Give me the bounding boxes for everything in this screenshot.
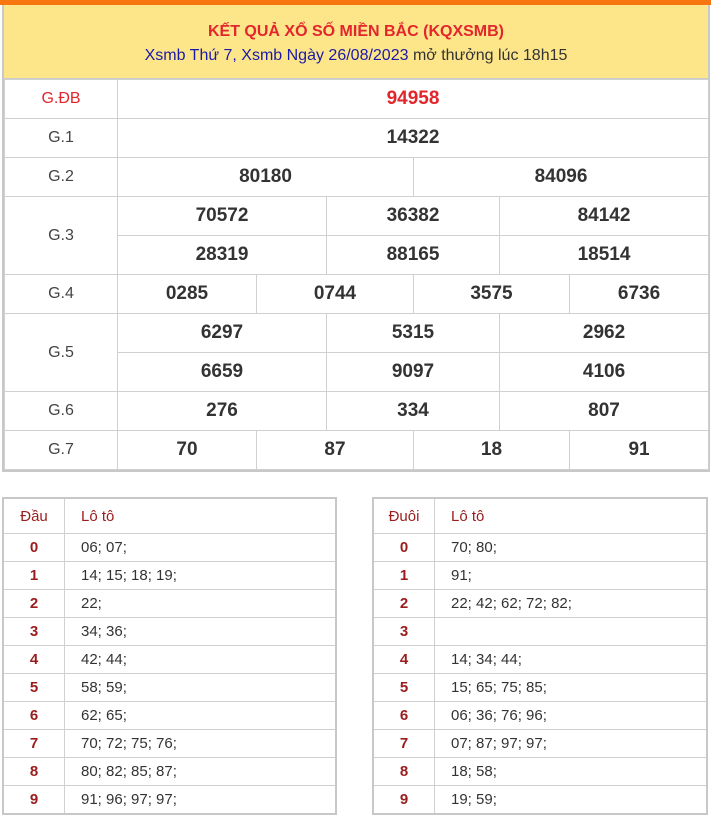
prize-label: G.5 xyxy=(5,314,118,392)
prize-row-g2 xyxy=(5,158,709,197)
results-subtitle xyxy=(4,47,708,65)
prize-row-g6 xyxy=(5,392,709,431)
prize-number: 276 xyxy=(118,392,327,431)
loto-digit: 2 xyxy=(373,590,435,618)
loto-row xyxy=(373,730,707,758)
prize-number: 18514 xyxy=(500,236,709,275)
loto-row xyxy=(3,674,336,702)
loto-digit: 6 xyxy=(373,702,435,730)
prize-number: 28319 xyxy=(118,236,327,275)
prize-row-g7 xyxy=(5,431,709,470)
loto-digit: 5 xyxy=(373,674,435,702)
loto-numbers: 06; 36; 76; 96; xyxy=(435,702,708,730)
loto-numbers: 70; 72; 75; 76; xyxy=(65,730,337,758)
prize-number: 4106 xyxy=(500,353,709,392)
loto-digit: 0 xyxy=(3,534,65,562)
loto-numbers: 70; 80; xyxy=(435,534,708,562)
prize-label: G.1 xyxy=(5,119,118,158)
loto-row xyxy=(3,646,336,674)
loto-row xyxy=(3,590,336,618)
prize-number: 5315 xyxy=(327,314,500,353)
loto-numbers: 06; 07; xyxy=(65,534,337,562)
prize-number: 70572 xyxy=(118,197,327,236)
loto-digit: 4 xyxy=(373,646,435,674)
prize-number: 94958 xyxy=(118,80,709,119)
prize-label: G.2 xyxy=(5,158,118,197)
loto-digit: 4 xyxy=(3,646,65,674)
loto-digit: 2 xyxy=(3,590,65,618)
loto-numbers: 15; 65; 75; 85; xyxy=(435,674,708,702)
loto-header-key: Đầu xyxy=(3,498,65,534)
prize-row-db xyxy=(5,80,709,119)
loto-row xyxy=(3,786,336,815)
loto-row xyxy=(373,562,707,590)
prize-number: 807 xyxy=(500,392,709,431)
prize-number: 6659 xyxy=(118,353,327,392)
loto-numbers: 22; xyxy=(65,590,337,618)
prize-number: 6297 xyxy=(118,314,327,353)
prize-row-g1 xyxy=(5,119,709,158)
loto-row xyxy=(3,618,336,646)
loto-digit: 8 xyxy=(373,758,435,786)
loto-numbers: 07; 87; 97; 97; xyxy=(435,730,708,758)
prize-label: G.6 xyxy=(5,392,118,431)
prize-number: 91 xyxy=(570,431,709,470)
loto-row xyxy=(3,758,336,786)
loto-header-row xyxy=(373,498,707,534)
loto-digit: 8 xyxy=(3,758,65,786)
loto-numbers: 14; 15; 18; 19; xyxy=(65,562,337,590)
loto-row xyxy=(373,534,707,562)
prize-number: 3575 xyxy=(414,275,570,314)
prize-label: G.7 xyxy=(5,431,118,470)
loto-row xyxy=(373,702,707,730)
prize-number: 14322 xyxy=(118,119,709,158)
loto-row xyxy=(3,534,336,562)
loto-numbers: 22; 42; 62; 72; 82; xyxy=(435,590,708,618)
loto-digit: 9 xyxy=(3,786,65,815)
prize-number: 36382 xyxy=(327,197,500,236)
loto-digit: 5 xyxy=(3,674,65,702)
prize-table xyxy=(4,79,709,470)
prize-number: 80180 xyxy=(118,158,414,197)
prize-number: 87 xyxy=(257,431,414,470)
prize-number: 2962 xyxy=(500,314,709,353)
loto-row xyxy=(373,758,707,786)
loto-numbers: 14; 34; 44; xyxy=(435,646,708,674)
loto-numbers: 91; xyxy=(435,562,708,590)
prize-number: 88165 xyxy=(327,236,500,275)
prize-number: 84096 xyxy=(414,158,709,197)
prize-label: G.3 xyxy=(5,197,118,275)
prize-number: 334 xyxy=(327,392,500,431)
loto-numbers: 91; 96; 97; 97; xyxy=(65,786,337,815)
loto-numbers xyxy=(435,618,708,646)
loto-digit: 9 xyxy=(373,786,435,815)
duoi-loto-table xyxy=(372,497,708,815)
loto-digit: 3 xyxy=(373,618,435,646)
loto-row xyxy=(3,702,336,730)
prize-number: 18 xyxy=(414,431,570,470)
loto-row xyxy=(3,730,336,758)
loto-digit: 3 xyxy=(3,618,65,646)
loto-numbers: 19; 59; xyxy=(435,786,708,815)
prize-number: 0744 xyxy=(257,275,414,314)
prize-number: 70 xyxy=(118,431,257,470)
loto-header-value: Lô tô xyxy=(65,498,337,534)
subtitle-time: mở thưởng lúc 18h15 xyxy=(408,47,568,64)
loto-numbers: 34; 36; xyxy=(65,618,337,646)
prize-row-g5 xyxy=(5,314,709,353)
loto-header-value: Lô tô xyxy=(435,498,708,534)
prize-number: 84142 xyxy=(500,197,709,236)
prize-label: G.ĐB xyxy=(5,80,118,119)
loto-numbers: 58; 59; xyxy=(65,674,337,702)
results-header xyxy=(4,5,708,79)
loto-numbers: 18; 58; xyxy=(435,758,708,786)
loto-numbers: 80; 82; 85; 87; xyxy=(65,758,337,786)
dau-loto-table xyxy=(2,497,337,815)
loto-header-row xyxy=(3,498,336,534)
prize-number: 6736 xyxy=(570,275,709,314)
loto-header-key: Đuôi xyxy=(373,498,435,534)
loto-numbers: 42; 44; xyxy=(65,646,337,674)
results-title: KẾT QUẢ XỔ SỐ MIỀN BẮC (KQXSMB) xyxy=(207,23,504,40)
loto-row xyxy=(373,618,707,646)
prize-number: 9097 xyxy=(327,353,500,392)
loto-digit: 6 xyxy=(3,702,65,730)
loto-digit: 1 xyxy=(373,562,435,590)
loto-digit: 0 xyxy=(373,534,435,562)
prize-row-g3 xyxy=(5,197,709,236)
results-table xyxy=(2,5,710,472)
subtitle-link[interactable]: Xsmb Thứ 7, Xsmb Ngày 26/08/2023 xyxy=(144,47,409,64)
prize-number: 0285 xyxy=(118,275,257,314)
loto-row xyxy=(373,646,707,674)
prize-row-g4 xyxy=(5,275,709,314)
loto-digit: 7 xyxy=(3,730,65,758)
loto-digit: 1 xyxy=(3,562,65,590)
prize-label: G.4 xyxy=(5,275,118,314)
loto-row xyxy=(373,590,707,618)
loto-row xyxy=(373,674,707,702)
loto-row xyxy=(3,562,336,590)
loto-row xyxy=(373,786,707,815)
loto-numbers: 62; 65; xyxy=(65,702,337,730)
loto-digit: 7 xyxy=(373,730,435,758)
